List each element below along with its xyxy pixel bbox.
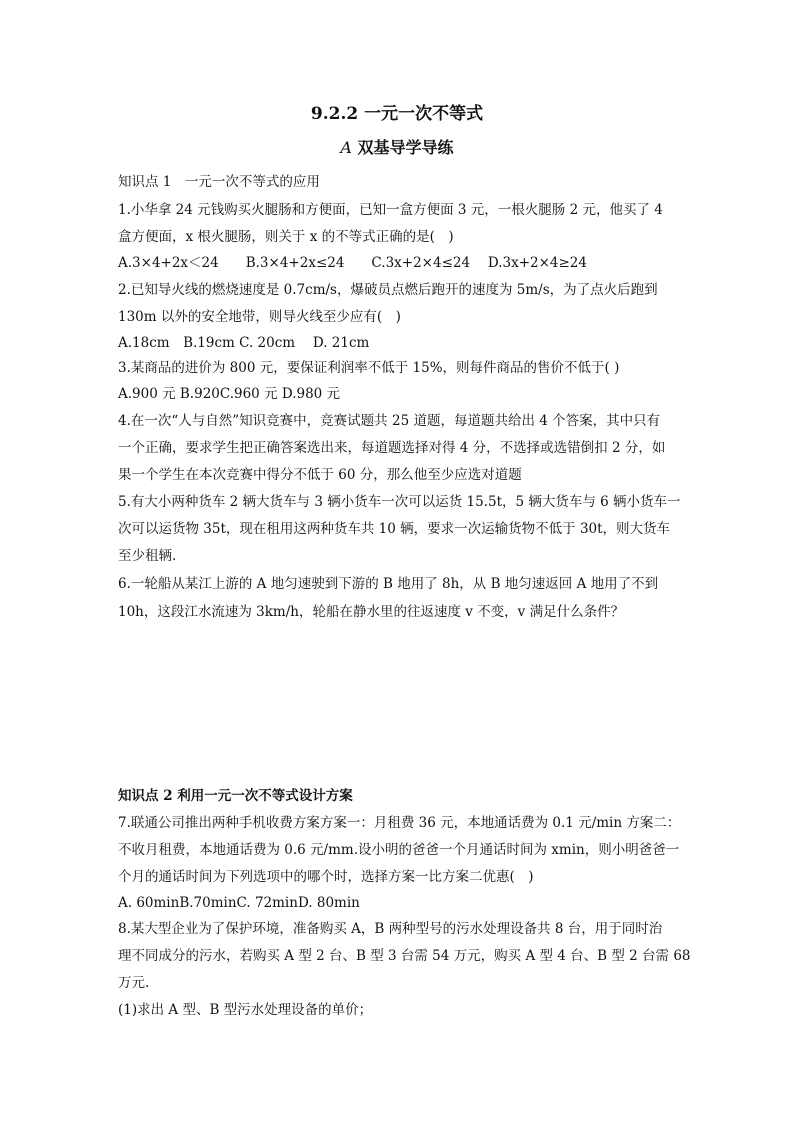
text-line: (1)求出 A 型、B 型污水处理设备的单价； xyxy=(118,1002,373,1018)
text-line: 理不同成分的污水，若购买 A 型 2 台、B 型 3 台需 54 万元，购买 A 型 4 台、B 型 2 台需 68 xyxy=(118,948,691,964)
text-line: 次可以运货物 35t，现在租用这两种货车共 10 辆，要求一次运输货物不低于 30t，则大货车 xyxy=(118,521,671,537)
text-line: A.18cm B.19cm C. 20cm D. 21cm xyxy=(118,335,370,351)
subtitle-text: 双基导学导练 xyxy=(351,138,454,157)
text-line: 8.某大型企业为了保护环境，准备购买 A，B 两种型号的污水处理设备共 8 台，用于同时治 xyxy=(118,921,663,937)
text-line: 7.联通公司推出两种手机收费方案方案一：月租费 36 元，本地通话费为 0.1 元/min 方案二： xyxy=(118,815,681,831)
text-line: 4.在一次“人与自然”知识竞赛中，竞赛试题共 25 道题，每道题共给出 4 个答案，其中只有 xyxy=(118,413,661,429)
text-line: 10h，这段江水流速为 3km/h，轮船在静水里的往返速度 v 不变，v 满足什么条件？ xyxy=(118,604,625,620)
text-line: 个月的通话时间为下列选项中的哪个时，选择方案一比方案二优惠( ) xyxy=(118,869,534,885)
text-line: 130m 以外的安全地带，则导火线至少应有( ) xyxy=(118,309,401,325)
text-line: 2.已知导火线的燃烧速度是 0.7cm/s，爆破员点燃后跑开的速度为 5m/s，为了点火后跑到 xyxy=(118,282,658,298)
text-line: 盒方便面，x 根火腿肠，则关于 x 的不等式正确的是( ) xyxy=(118,229,454,245)
text-line: 5.有大小两种货车 2 辆大货车与 3 辆小货车一次可以运货 15.5t，5 辆大货车与 6 辆小货车一 xyxy=(118,494,681,510)
text-line: 1.小华拿 24 元钱购买火腿肠和方便面，已知一盒方便面 3 元，一根火腿肠 2 元，他买了 4 xyxy=(118,202,663,218)
text-line: 不收月租费，本地通话费为 0.6 元/mm.设小明的爸爸一个月通话时间为 xmin，则小明爸爸一 xyxy=(118,842,680,858)
text-line: 6.一轮船从某江上游的 A 地匀速驶到下游的 B 地用了 8h，从 B 地匀速返回 A 地用了不到 xyxy=(118,576,659,592)
section-heading-2: 知识点 2 利用一元一次不等式设计方案 xyxy=(118,788,353,804)
text-line: 果一个学生在本次竞赛中得分不低于 60 分，那么他至少应选对道题 xyxy=(118,467,522,483)
text-line: A. 60minB.70minC. 72minD. 80min xyxy=(118,895,360,911)
subtitle-letter: A xyxy=(340,138,352,157)
text-line: 至少租辆. xyxy=(118,548,177,564)
section-heading-1: 知识点 1 一元一次不等式的应用 xyxy=(118,174,320,190)
text-line: 万元. xyxy=(118,975,150,991)
text-line: A.900 元 B.920C.960 元 D.980 元 xyxy=(118,386,341,402)
text-line: 3.某商品的进价为 800 元，要保证利润率不低于 15%，则每件商品的售价不低于( ) xyxy=(118,360,620,376)
text-line: 一个正确，要求学生把正确答案选出来，每道题选择对得 4 分，不选择或选错倒扣 2 分，如 xyxy=(118,440,666,456)
page-subtitle xyxy=(0,135,794,158)
text-line: A.3×4+2x＜24 B.3×4+2x≤24 C.3x+2×4≤24 D.3x+2×4≥24 xyxy=(118,255,587,271)
page-title: 9.2.2 一元一次不等式 xyxy=(310,104,484,124)
